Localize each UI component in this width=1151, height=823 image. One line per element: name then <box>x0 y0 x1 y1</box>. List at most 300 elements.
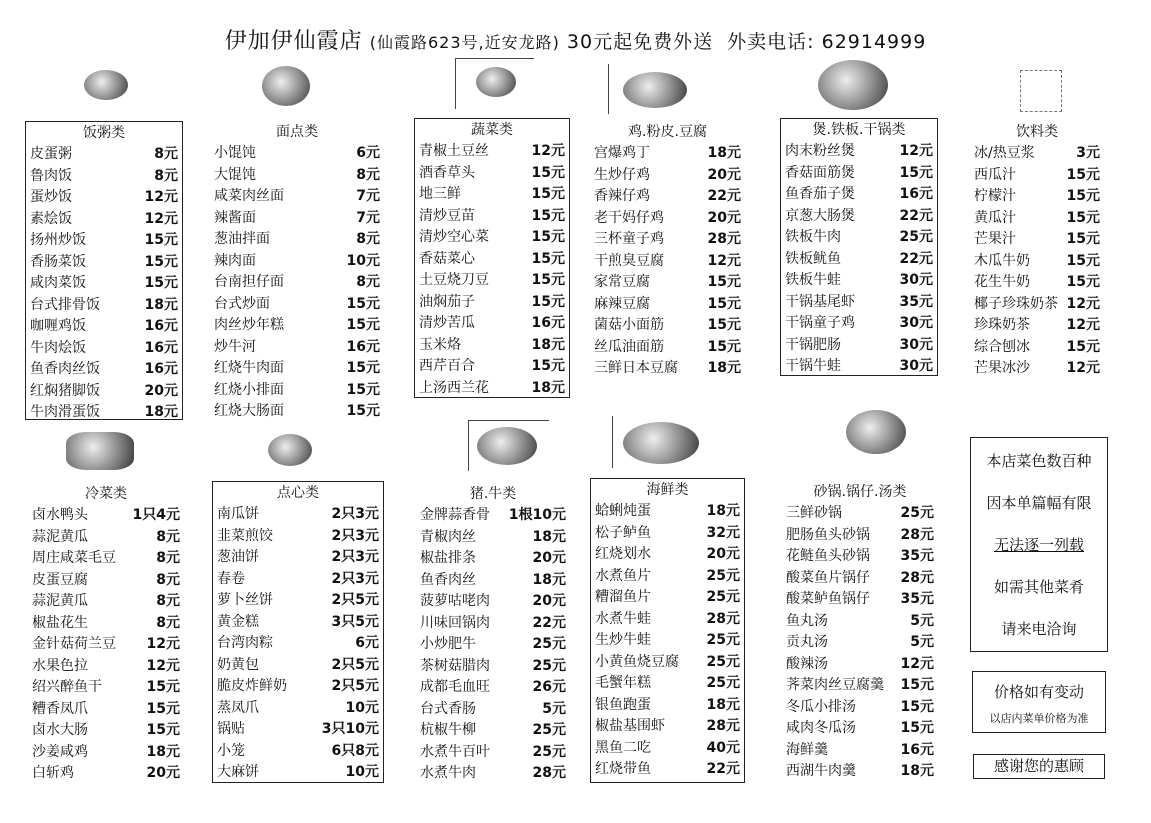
dish-price: 22元 <box>899 207 933 224</box>
noodle-bowl-photo <box>262 66 310 106</box>
dish-price: 15元 <box>346 360 380 376</box>
dish-price: 35元 <box>899 293 933 310</box>
menu-item-row <box>416 742 570 764</box>
dish-name: 卤水大肠 <box>32 722 88 738</box>
menu-item-row <box>28 656 184 678</box>
menu-item-row <box>26 359 182 381</box>
dish-price: 8元 <box>356 274 380 290</box>
menu-item-row <box>210 294 384 316</box>
dish-price: 12元 <box>1066 295 1100 312</box>
dish-name: 奶黄包 <box>217 656 259 673</box>
menu-item-row <box>415 227 569 249</box>
dish-name: 地三鲜 <box>419 186 461 202</box>
menu-item-row <box>28 634 184 656</box>
menu-item-row <box>970 358 1104 380</box>
menu-item-row <box>28 591 184 613</box>
menu-item-row <box>781 356 937 378</box>
dish-price: 15元 <box>531 186 565 202</box>
dish-price: 3元 <box>1076 145 1100 161</box>
menu-item-row <box>781 227 937 249</box>
dish-name: 咖喱鸡饭 <box>30 318 86 334</box>
dish-price: 8元 <box>356 231 380 247</box>
section-chicken-tofu <box>590 121 745 381</box>
menu-item-row <box>416 634 570 656</box>
menu-item-row <box>590 315 745 337</box>
dish-name: 葱油饼 <box>217 549 259 565</box>
dish-price: 18元 <box>144 404 178 420</box>
section-vegetable <box>414 118 570 398</box>
menu-item-row <box>591 630 744 652</box>
menu-item-row <box>210 229 384 251</box>
dish-name: 酸菜鲈鱼锅仔 <box>786 591 870 607</box>
dish-price: 12元 <box>899 143 933 159</box>
dish-price: 22元 <box>532 614 566 631</box>
dish-name: 小黄鱼烧豆腐 <box>595 653 679 670</box>
dish-price: 2只5元 <box>331 678 379 694</box>
menu-item-row <box>213 762 383 784</box>
menu-item-row <box>210 358 384 380</box>
dish-name: 荠菜肉丝豆腐羹 <box>786 677 884 693</box>
menu-item-row <box>781 206 937 228</box>
dish-price: 15元 <box>707 338 741 355</box>
menu-item-row <box>213 590 383 612</box>
menu-item-row <box>213 698 383 720</box>
section-title: 饮料类 <box>1016 124 1058 140</box>
dish-name: 老干妈仔鸡 <box>594 209 664 226</box>
dish-name: 菠萝咕咾肉 <box>420 593 490 609</box>
dish-price: 16元 <box>144 361 178 377</box>
menu-item-row <box>213 676 383 698</box>
dish-price: 20元 <box>532 550 566 566</box>
notice-line: 请来电洽询 <box>1001 620 1077 638</box>
menu-item-row <box>26 295 182 317</box>
dish-price: 7元 <box>356 209 380 226</box>
dish-name: 南瓜饼 <box>217 506 259 522</box>
section-title: 饭粥类 <box>83 125 125 141</box>
dish-name: 芒果汁 <box>974 231 1016 247</box>
dish-name: 香辣仔鸡 <box>594 188 650 204</box>
menu-item-row <box>415 356 569 378</box>
dish-name: 炒牛河 <box>214 338 256 355</box>
price-change-notice <box>972 671 1106 733</box>
menu-item-row <box>28 742 184 764</box>
section-pork-beef <box>416 483 570 783</box>
dish-name: 糟溜鱼片 <box>595 589 651 605</box>
dish-name: 酸辣汤 <box>786 655 828 672</box>
menu-item-row <box>782 568 938 590</box>
menu-item-row <box>590 337 745 359</box>
dish-price: 15元 <box>346 317 380 333</box>
dish-name: 成都毛血旺 <box>420 679 490 695</box>
menu-item-row <box>416 677 570 699</box>
dish-price: 25元 <box>900 505 934 521</box>
rice-dish-photo <box>84 70 128 100</box>
dish-name: 川味回锅肉 <box>420 614 490 631</box>
dish-name: 水果色拉 <box>32 657 88 674</box>
dish-name: 干锅基尾虾 <box>785 293 855 310</box>
dish-name: 蒸凤爪 <box>217 699 259 716</box>
dish-price: 15元 <box>900 677 934 693</box>
dish-price: 40元 <box>706 739 740 756</box>
menu-item-row <box>970 229 1104 251</box>
notice-line: 无法逐一列载 <box>993 536 1084 554</box>
dish-name: 西芹百合 <box>419 358 475 374</box>
dish-price: 15元 <box>707 274 741 290</box>
dish-price: 16元 <box>531 315 565 331</box>
dish-price: 20元 <box>532 593 566 609</box>
dish-name: 蒜泥黄瓜 <box>32 528 88 545</box>
dish-name: 花鲢鱼头砂锅 <box>786 548 870 564</box>
section-title: 面点类 <box>276 124 318 140</box>
dish-name: 牛肉滑蛋饭 <box>30 404 100 420</box>
dish-price: 6元 <box>356 145 380 161</box>
dish-price: 18元 <box>144 296 178 313</box>
dish-price: 16元 <box>346 338 380 355</box>
dish-price: 30元 <box>899 358 933 374</box>
menu-item-row <box>970 186 1104 208</box>
menu-item-row <box>416 763 570 785</box>
menu-item-row <box>782 761 938 783</box>
dish-name: 鱼香肉丝 <box>420 571 476 588</box>
dish-price: 18元 <box>531 379 565 396</box>
menu-item-row <box>416 505 570 527</box>
dish-price: 28元 <box>532 765 566 781</box>
dish-name: 小笼 <box>217 742 245 759</box>
menu-item-row <box>970 315 1104 337</box>
dish-price: 7元 <box>356 188 380 204</box>
section-noodle <box>210 121 384 420</box>
dish-price: 22元 <box>899 250 933 267</box>
dish-price: 2只3元 <box>331 570 379 587</box>
menu-item-row <box>970 337 1104 359</box>
dish-price: 15元 <box>531 229 565 245</box>
dish-name: 鱼香茄子煲 <box>785 186 855 202</box>
menu-item-row <box>590 229 745 251</box>
dish-price: 15元 <box>1066 188 1100 204</box>
dish-name: 松子鲈鱼 <box>595 524 651 541</box>
dish-price: 18元 <box>706 503 740 519</box>
dish-name: 生炒牛蛙 <box>595 632 651 648</box>
dish-name: 脆皮炸鲜奶 <box>217 678 287 694</box>
dish-name: 大麻饼 <box>217 764 259 780</box>
menu-item-row <box>210 208 384 230</box>
menu-item-row <box>970 143 1104 165</box>
dish-price: 22元 <box>706 761 740 777</box>
dish-price: 2只5元 <box>331 592 379 608</box>
dish-price: 25元 <box>706 567 740 584</box>
dish-name: 酒香草头 <box>419 164 475 181</box>
dish-name: 酸菜鱼片锅仔 <box>786 569 870 586</box>
menu-item-row <box>416 570 570 592</box>
dish-price: 12元 <box>707 252 741 269</box>
dish-price: 6只8元 <box>331 742 379 759</box>
dish-price: 18元 <box>707 145 741 161</box>
notice-line: 本店菜色数百种 <box>986 452 1092 470</box>
dish-name: 清炒豆苗 <box>419 207 475 224</box>
menu-item-row <box>415 292 569 314</box>
dish-price: 5元 <box>910 634 934 650</box>
dish-price: 16元 <box>900 741 934 758</box>
dish-price: 35元 <box>900 591 934 607</box>
menu-item-row <box>590 143 745 165</box>
menu-item-row <box>781 163 937 185</box>
dish-name: 蛋炒饭 <box>30 189 72 205</box>
section-title: 鸡.粉皮.豆腐 <box>628 124 707 140</box>
menu-item-row <box>591 759 744 781</box>
menu-item-row <box>781 249 937 271</box>
menu-item-row <box>591 716 744 738</box>
dish-price: 5元 <box>542 700 566 717</box>
dish-name: 土豆烧刀豆 <box>419 272 489 288</box>
dish-price: 15元 <box>1066 231 1100 247</box>
dish-name: 辣肉面 <box>214 252 256 269</box>
dish-price: 15元 <box>346 381 380 398</box>
dish-price: 8元 <box>156 550 180 566</box>
menu-item-row <box>28 527 184 549</box>
pot-dish-photo <box>818 60 888 110</box>
dish-name: 香菇面筋煲 <box>785 164 855 181</box>
dish-name: 周庄咸菜毛豆 <box>32 550 116 566</box>
section-title: 砂锅.锅仔.汤类 <box>813 484 907 500</box>
dish-price: 28元 <box>707 231 741 247</box>
dish-name: 水煮鱼片 <box>595 567 651 584</box>
dish-name: 卤水鸭头 <box>32 507 88 523</box>
menu-item-row <box>415 163 569 185</box>
dish-name: 皮蛋豆腐 <box>32 571 88 588</box>
dish-name: 沙姜咸鸡 <box>32 743 88 760</box>
menu-item-row <box>210 186 384 208</box>
dish-name: 椒盐花生 <box>32 614 88 631</box>
dish-name: 台式香肠 <box>420 700 476 717</box>
dish-price: 35元 <box>900 548 934 564</box>
dish-price: 18元 <box>146 743 180 760</box>
section-pot <box>780 118 938 376</box>
menu-item-row <box>590 186 745 208</box>
dish-name: 肥肠鱼头砂锅 <box>786 526 870 543</box>
menu-item-row <box>415 335 569 357</box>
dish-price: 12元 <box>144 210 178 227</box>
dish-price: 15元 <box>531 358 565 374</box>
pork-dish-photo <box>468 420 549 471</box>
dish-name: 铁板鱿鱼 <box>785 250 841 267</box>
menu-item-row <box>28 548 184 570</box>
dish-price: 20元 <box>146 765 180 781</box>
menu-item-row <box>591 609 744 631</box>
menu-item-row <box>591 673 744 695</box>
dish-price: 28元 <box>706 718 740 734</box>
menu-item-row <box>210 401 384 423</box>
menu-item-row <box>970 251 1104 273</box>
dish-name: 小馄饨 <box>214 145 256 161</box>
dish-price: 8元 <box>156 571 180 588</box>
dish-name: 水煮牛百叶 <box>420 743 490 760</box>
dish-name: 菌菇小面筋 <box>594 317 664 333</box>
menu-item-row <box>28 677 184 699</box>
dish-name: 蛤蜊炖蛋 <box>595 503 651 519</box>
dish-name: 绍兴醉鱼干 <box>32 679 102 695</box>
dish-price: 2只3元 <box>331 506 379 522</box>
menu-item-row <box>26 166 182 188</box>
menu-item-row <box>26 230 182 252</box>
dish-price: 10元 <box>345 764 379 780</box>
dish-price: 6元 <box>355 635 379 651</box>
dish-name: 黄金糕 <box>217 613 259 630</box>
dish-name: 鲁肉饭 <box>30 167 72 184</box>
dish-price: 15元 <box>899 164 933 181</box>
menu-item-row <box>28 570 184 592</box>
menu-item-row <box>213 547 383 569</box>
menu-header <box>0 24 1151 55</box>
dish-name: 大馄饨 <box>214 166 256 183</box>
dish-name: 贡丸汤 <box>786 634 828 650</box>
dish-price: 15元 <box>531 250 565 267</box>
section-casserole <box>782 481 938 783</box>
dish-price: 15元 <box>144 275 178 291</box>
menu-item-row <box>26 273 182 295</box>
dish-price: 18元 <box>531 336 565 353</box>
menu-item-row <box>210 165 384 187</box>
dish-price: 1根10元 <box>508 507 566 523</box>
dish-name: 糟香凤爪 <box>32 700 88 717</box>
dish-price: 12元 <box>146 657 180 674</box>
dish-price: 8元 <box>156 593 180 609</box>
dish-price: 18元 <box>706 696 740 713</box>
dish-name: 咸肉冬瓜汤 <box>786 720 856 736</box>
menu-item-row <box>26 381 182 403</box>
dish-price: 20元 <box>706 546 740 562</box>
dish-name: 椒盐排条 <box>420 550 476 566</box>
dish-price: 15元 <box>1066 274 1100 290</box>
dish-price: 3只10元 <box>321 721 379 737</box>
dish-name: 椒盐基围虾 <box>595 718 665 734</box>
dish-price: 30元 <box>899 315 933 331</box>
dish-price: 12元 <box>900 655 934 672</box>
menu-item-row <box>416 613 570 635</box>
dish-name: 红焖猪脚饭 <box>30 382 100 399</box>
dish-name: 咸肉菜饭 <box>30 275 86 291</box>
delivery-phone: 外卖电话: 62914999 <box>727 31 927 53</box>
dish-name: 小炒肥牛 <box>420 636 476 652</box>
menu-item-row <box>782 654 938 676</box>
chicken-dish-photo <box>608 64 695 114</box>
dish-name: 毛蟹年糕 <box>595 675 651 691</box>
store-address: (仙霞路623号,近安龙路) <box>369 33 560 52</box>
seafood-photo <box>612 416 703 468</box>
menu-item-row <box>590 294 745 316</box>
store-name: 伊加伊仙霞店 <box>224 29 363 54</box>
dish-price: 15元 <box>146 679 180 695</box>
dish-name: 家常豆腐 <box>594 274 650 290</box>
dish-name: 韭菜煎饺 <box>217 527 273 544</box>
menu-item-row <box>415 184 569 206</box>
menu-item-row <box>591 544 744 566</box>
section-snack <box>212 481 384 783</box>
menu-item-row <box>781 313 937 335</box>
dish-name: 香肠菜饭 <box>30 253 86 270</box>
dish-name: 皮蛋粥 <box>30 146 72 162</box>
dish-price: 15元 <box>707 295 741 312</box>
section-seafood <box>590 478 745 783</box>
dish-name: 三杯童子鸡 <box>594 231 664 247</box>
menu-item-row <box>26 338 182 360</box>
dish-name: 红烧划水 <box>595 546 651 562</box>
dish-price: 15元 <box>144 232 178 248</box>
dish-price: 15元 <box>531 164 565 181</box>
dish-price: 15元 <box>531 272 565 288</box>
dish-price: 20元 <box>707 209 741 226</box>
section-cold <box>28 483 184 783</box>
dish-name: 冰/热豆浆 <box>974 145 1035 161</box>
dish-name: 素烩饭 <box>30 210 72 227</box>
dish-name: 水煮牛蛙 <box>595 610 651 627</box>
dish-name: 铁板牛蛙 <box>785 272 841 288</box>
menu-item-row <box>590 251 745 273</box>
dish-price: 8元 <box>154 146 178 162</box>
dish-name: 金牌蒜香骨 <box>420 507 490 523</box>
menu-item-row <box>781 270 937 292</box>
dish-name: 海鲜羹 <box>786 741 828 758</box>
dish-price: 25元 <box>899 229 933 245</box>
menu-item-row <box>213 612 383 634</box>
menu-item-row <box>416 548 570 570</box>
dish-name: 玉米烙 <box>419 336 461 353</box>
dish-price: 15元 <box>1066 338 1100 355</box>
dish-name: 京葱大肠煲 <box>785 207 855 224</box>
section-title: 海鲜类 <box>646 482 689 498</box>
menu-item-row <box>782 503 938 525</box>
menu-item-row <box>591 695 744 717</box>
menu-item-row <box>415 249 569 271</box>
dish-price: 25元 <box>706 675 740 691</box>
section-title: 猪.牛类 <box>469 486 517 502</box>
dish-name: 干锅童子鸡 <box>785 315 855 331</box>
dish-name: 青椒肉丝 <box>420 528 476 545</box>
dish-name: 干锅牛蛙 <box>785 358 841 374</box>
dish-name: 青椒土豆丝 <box>419 143 489 159</box>
menu-item-row <box>213 526 383 548</box>
dish-price: 12元 <box>144 189 178 205</box>
dish-price: 20元 <box>707 166 741 183</box>
menu-item-row <box>782 697 938 719</box>
drink-photo <box>1020 70 1062 112</box>
notice-line: 如需其他菜肴 <box>993 578 1084 596</box>
menu-item-row <box>210 337 384 359</box>
dish-name: 铁板牛肉 <box>785 229 841 245</box>
dish-price: 25元 <box>532 743 566 760</box>
dish-name: 红烧牛肉面 <box>214 360 284 376</box>
menu-item-row <box>781 292 937 314</box>
dish-name: 肉丝炒年糕 <box>214 317 284 333</box>
menu-item-row <box>416 591 570 613</box>
dish-price: 20元 <box>144 382 178 399</box>
dish-name: 柠檬汁 <box>974 188 1016 204</box>
dish-name: 西湖牛肉羹 <box>786 763 856 779</box>
dish-name: 台式排骨饭 <box>30 296 100 313</box>
dish-name: 椰子珍珠奶茶 <box>974 295 1058 312</box>
dish-name: 红烧大肠面 <box>214 403 284 419</box>
dish-name: 干煎臭豆腐 <box>594 252 664 269</box>
menu-item-row <box>28 613 184 635</box>
casserole-photo <box>846 410 906 454</box>
dish-price: 1只4元 <box>132 507 180 523</box>
dish-name: 水煮牛肉 <box>420 765 476 781</box>
dish-price: 16元 <box>144 339 178 356</box>
section-drink <box>970 121 1104 379</box>
section-title: 冷菜类 <box>85 486 127 502</box>
menu-item-row <box>415 313 569 335</box>
dish-name: 葱油拌面 <box>214 231 270 247</box>
section-title: 蔬菜类 <box>471 122 513 138</box>
